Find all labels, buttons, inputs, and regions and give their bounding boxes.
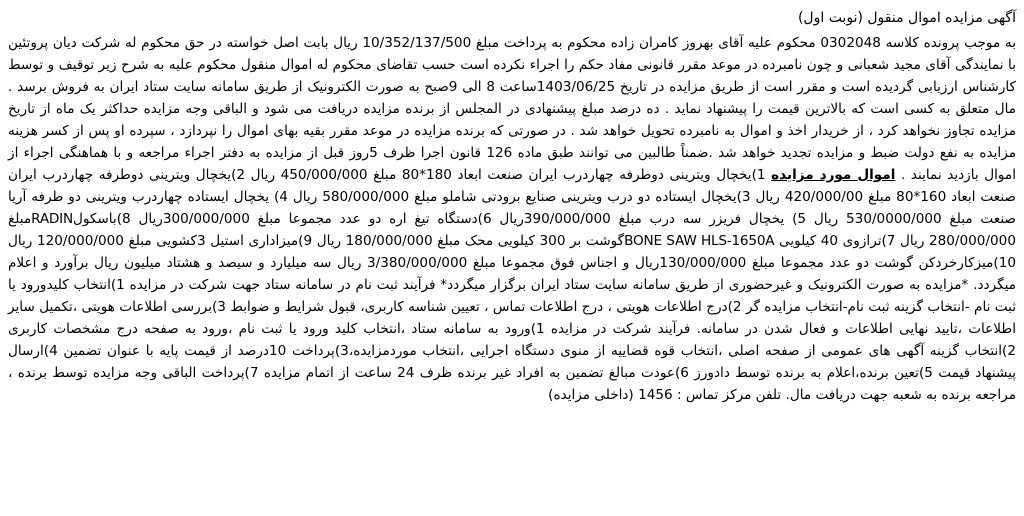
- notice-body: [8, 32, 1016, 406]
- items-heading: اموال مورد مزایده: [771, 167, 896, 183]
- notice-intro-text: به موجب پرونده کلاسه 0302048 محکوم علیه آقای بهروز کامران زاده محکوم به پرداخت مبلغ 10/352/137/500 ریال بابت اصل خواسته در حق محکوم له شرکت دیان پروتئین با نمایندگی آقای مجید شعبانی و چون نامبرده در موعد مقرر قانونی مفاد حکم را اجراء نکرده است حسب تقاضای محکوم له اموال منقول محکوم علیه به شرح زیر توقیف و توسط کارشناس ارزیابی گردیده است و مقرر است از طریق مزایده در تاریخ 1403/06/25ساعت 8 الی 9صبح به صورت الکترونیک از طریق سامانه سایت ستاد ایران به فروش برسد . مال متعلق به کسی است که بالاترین قیمت را پیشنهاد نماید . ده درصد مبلغ پیشنهادی در المجلس از برنده مزایده دریافت می شود و الباقی وجه مزایده حداکثر یک ماه از تاریخ مزایده تجاوز نخواهد کرد ، از خریدار اخذ و اموال به نامبرده تحویل خواهد شد . در صورتی که برنده مزایده در موعد مقرر بقیه بهای اموال را نپردازد ، سپرده او پس از کسر هزینه مزایده به نفع دولت ضبط و مزایده تجدید خواهد شد .ضمناً طالبین می توانند طبق ماده 126 قانون اجرا ظرف 5روز قبل از مزایده به دفتر اجراء مراجعه و با هماهنگی اجراء از اموال بازدید نمایند .: [8, 35, 1016, 183]
- notice-title: آگهی مزایده اموال منقول (نوبت اول): [797, 10, 1016, 26]
- notice-items-text: 1)یخچال ویترینی دوطرفه چهاردرب ایران صنعت ابعاد 180*80 مبلغ 450/000/000 ریال 2)یخچال ویترینی دوطرفه چهاردرب ایران صنعت ابعاد 160*80 مبلغ 420/000/00 ریال 3)یخچال ایستاده دو درب ویترینی صنایع برودتی شاملو مبلغ 580/000/000 ریال 4) یخچال ایستاده چهاردرب ویترینی دو طرفه آریا صنعت مبلغ 530/0000/000 ریال 5) یخچال فریزر سه درب مبلغ 390/000/000ریال 6)دستگاه تیغ اره دو عدد مجموعا مبلغ 300/000/000ریال 8)باسکولRADINمبلغ 280/000/000 ریال 7)ترازوی 40 کیلویی BONE SAW HLS-1650Aگوشت بر 300 کیلویی محک مبلغ 180/000/000 ریال 9)میزاداری استیل 3کشویی مبلغ 120/000/000 ریال 10)میزکارخردکن گوشت دو عدد مجموعا مبلغ 130/000/000ریال و اجناس فوق مجموعا مبلغ 3/380/000/000 ریال سه میلیارد و سیصد و هشتاد میلیون ریال برآورد و اعلام میگردد. *مزایده به صورت الکترونیک و غیرحضوری از طریق سامانه سایت ستاد ایران برگزار میگردد* فرآیند ثبت نام در سامانه ستاد جهت شرکت در مزایده 1)انتخاب کلیدورود یا ثبت نام -انتخاب گزینه ثبت نام-انتخاب مزایده گر 2)درج اطلاعات هویتی ، درج اطلاعات تماس ، تعیین شناسه کاربری، قبول شرایط و ضوابط 3)بررسی اطلاعات هویتی ،تکمیل سایر اطلاعات ،تایید نهایی اطلاعات و فعال شدن در سامانه. فرآیند شرکت در مزایده 1)ورود به سامانه ستاد ،انتخاب کلید ورود یا ثبت نام ،ورود به صفحه درج مشخصات کاربری 2)انتخاب گزینه آگهی های عمومی از صفحه اصلی ،انتخاب قوه قضاییه از منوی دستگاه اجرایی ،انتخاب موردمزایده،3)پرداخت 10درصد از قیمت پایه با عنوان تضمین 4)ارسال پیشنهاد قیمت 5)تعین برنده،اعلام به برنده توسط دادورز 6)عودت مبالغ تضمین به افراد غیر برنده ظرف 24 ساعت از اتمام مزایده 7)پرداخت الباقی وجه مزایده توسط برنده ، مراجعه برنده به شعبه جهت دریافت مال. تلفن مرکز تماس : 1456 (داخلی مزایده): [8, 167, 1017, 403]
